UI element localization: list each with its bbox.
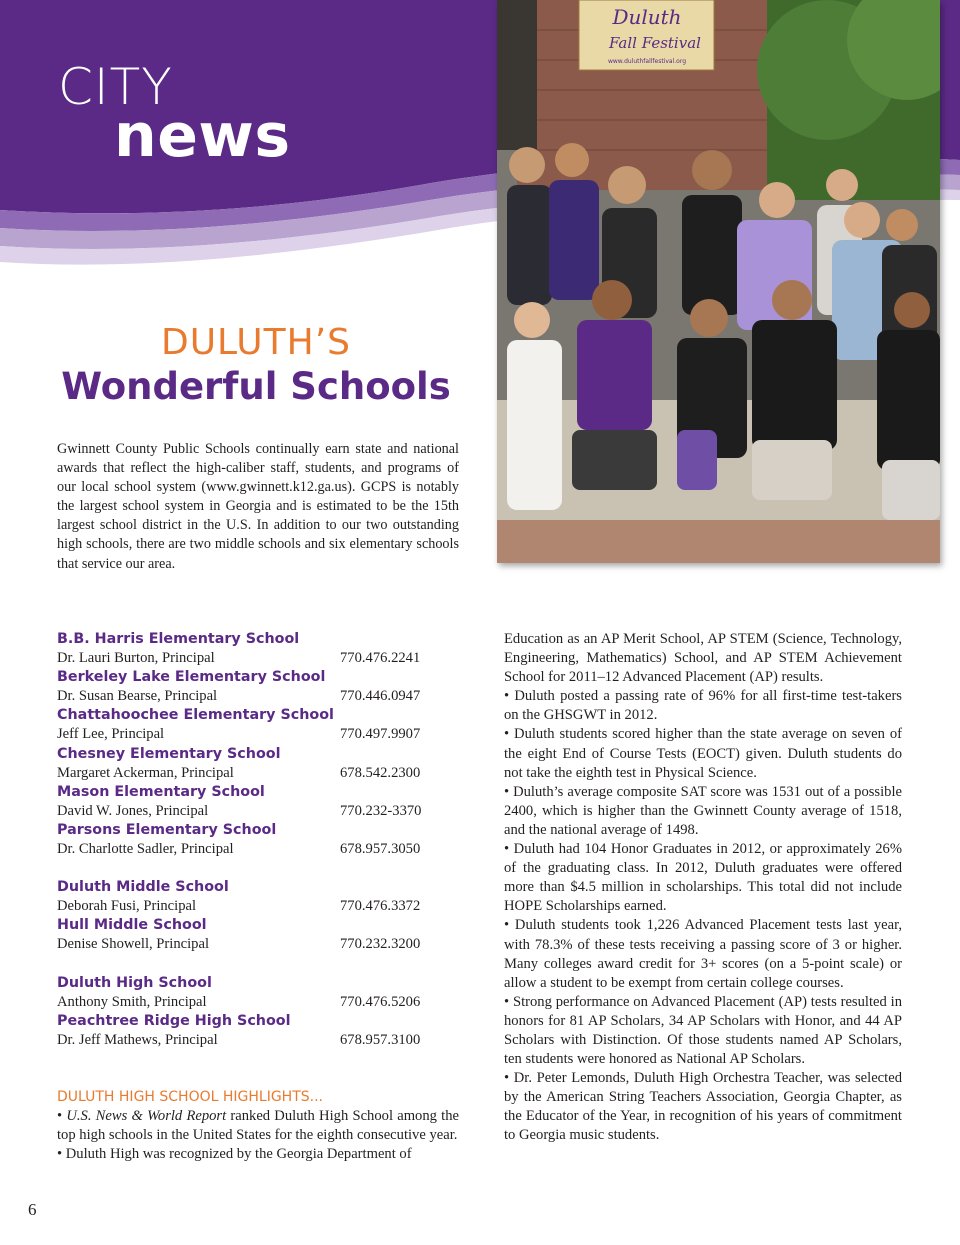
school-phone: 770.232.3200 — [340, 936, 421, 953]
school-directory — [57, 630, 477, 1050]
school-phone: 770.476.5206 — [340, 993, 421, 1010]
school-name: Chattahoochee Elementary School — [57, 707, 334, 724]
banner-url: www.duluthfallfestival.org — [607, 58, 687, 65]
school-phone: 678.957.3100 — [340, 1031, 421, 1048]
highlight-paragraph: • Duluth had 104 Honor Graduates in 2012, or approximately 26% of the graduating class. In 2012, Duluth graduates were offered more than $4.5 million in scholarships. This total did not include HOPE Scholarships earned. — [504, 841, 902, 915]
section-title — [58, 58, 291, 171]
school-principal: Deborah Fusi, Principal — [57, 898, 197, 915]
article-headline — [40, 322, 472, 408]
school-name: Hull Middle School — [57, 917, 207, 934]
intro-paragraph: Gwinnett County Public Schools continually earn state and national awards that reflect the high-caliber staff, students, and programs of our local school system (www.gwinnett.k12.ga.us). GCPS is notably the largest school system in Georgia and is estimated to be the 15th largest school district in the U.S. In addition to our two outstanding high schools, there are two middle schools and six elementary schools that service our area. — [57, 441, 459, 572]
highlight-paragraph: • Strong performance on Advanced Placement (AP) tests resulted in honors for 81 AP Scholars, 34 AP Scholars with Honor, and 44 AP Scholars with Distinction. Of those students named AP Scholars, ten students were honored as National AP Scholars. — [504, 993, 902, 1068]
page-number: 6 — [28, 1200, 37, 1219]
school-name: Chesney Elementary School — [57, 745, 281, 762]
school-entry — [57, 630, 477, 668]
highlight-item-text: ranked Duluth High School among the top high schools in the United States for the eighth consecutive year. — [57, 1108, 459, 1144]
school-entry — [57, 668, 477, 706]
headline-title: Wonderful Schools — [61, 365, 451, 408]
school-principal: David W. Jones, Principal — [57, 802, 209, 819]
school-name: Duluth High School — [57, 974, 212, 991]
group-spacer — [57, 859, 477, 878]
school-phone: 770.446.0947 — [340, 688, 421, 705]
school-principal: Anthony Smith, Principal — [57, 993, 207, 1010]
school-principal: Dr. Susan Bearse, Principal — [57, 688, 218, 705]
school-name: Berkeley Lake Elementary School — [57, 669, 326, 686]
school-phone: 770.232-3370 — [340, 802, 422, 819]
school-name: B.B. Harris Elementary School — [57, 631, 300, 647]
highlight-paragraph: • Duluth posted a passing rate of 96% for all first-time test-takers on the GHSGWT in 2012. — [504, 688, 902, 724]
school-principal: Dr. Jeff Mathews, Principal — [57, 1031, 218, 1048]
highlight-paragraph: • Duluth students scored higher than the state average on seven of the eight End of Course Tests (EOCT) given. Duluth students do not take the eighth test in Physical Science. — [504, 726, 902, 781]
school-entry — [57, 821, 477, 859]
group-spacer — [57, 955, 477, 974]
banner-title: Duluth — [612, 5, 682, 29]
school-phone: 770.476.2241 — [340, 650, 421, 667]
school-name: Parsons Elementary School — [57, 821, 277, 838]
headline-kicker: DULUTH’S — [160, 322, 352, 363]
section-title-news: news — [114, 101, 291, 171]
school-entry — [57, 745, 477, 783]
school-principal: Denise Showell, Principal — [57, 936, 209, 953]
school-phone: 770.476.3372 — [340, 898, 421, 915]
school-principal: Dr. Charlotte Sadler, Principal — [57, 841, 234, 858]
highlight-paragraph: Education as an AP Merit School, AP STEM (Science, Technology, Engineering, Mathematics) School, and AP STEM Achievement School for 2011–12 Advanced Placement (AP) results. — [504, 631, 902, 686]
school-entry — [57, 1012, 477, 1050]
school-name: Duluth Middle School — [57, 879, 229, 896]
school-name: Peachtree Ridge High School — [57, 1012, 291, 1029]
banner-subtitle: Fall Festival — [609, 34, 701, 52]
school-entry — [57, 783, 477, 821]
highlight-paragraph: • Dr. Peter Lemonds, Duluth High Orchestra Teacher, was selected by the American String Teachers Association, Georgia Chapter, as the Educator of the Year, in recognition of his years of commitment to Georgia music students. — [504, 1070, 902, 1144]
school-phone: 678.542.2300 — [340, 764, 421, 781]
highlights-continued — [504, 630, 902, 1146]
highlight-paragraph: • Duluth students took 1,226 Advanced Placement tests last year, with 78.3% of these tests receiving a passing score of 3 or higher. Many colleges award credit for 3+ scores (on a 5-point scale) or allow a student to be exempt from certain college courses. — [504, 917, 902, 991]
school-entry — [57, 916, 477, 954]
school-phone: 678.957.3050 — [340, 841, 421, 858]
section-title-city: CITY — [58, 58, 173, 116]
highlight-item: • Duluth High was recognized by the Georgia Department of — [57, 1146, 412, 1163]
school-entry — [57, 974, 477, 1012]
school-principal: Margaret Ackerman, Principal — [57, 764, 234, 781]
publication-name: U.S. News & World Report — [66, 1108, 227, 1125]
school-entry — [57, 878, 477, 916]
highlight-paragraph: • Duluth’s average composite SAT score was 1531 out of a possible 2400, which is higher than the Gwinnett County average of 1518, and the national average of 1498. — [504, 783, 902, 838]
students-photo — [497, 0, 940, 563]
highlights-heading: DULUTH HIGH SCHOOL HIGHLIGHTS... — [57, 1089, 323, 1105]
school-entry — [57, 706, 477, 744]
highlights-section — [57, 1088, 459, 1164]
school-name: Mason Elementary School — [57, 783, 265, 800]
school-principal: Dr. Lauri Burton, Principal — [57, 650, 215, 667]
school-phone: 770.497.9907 — [340, 726, 421, 743]
highlight-item: • U.S. News & World Report ranked Duluth High School among the top high schools in the United States for the eighth consecutive year. — [57, 1108, 459, 1144]
school-principal: Jeff Lee, Principal — [57, 726, 165, 743]
